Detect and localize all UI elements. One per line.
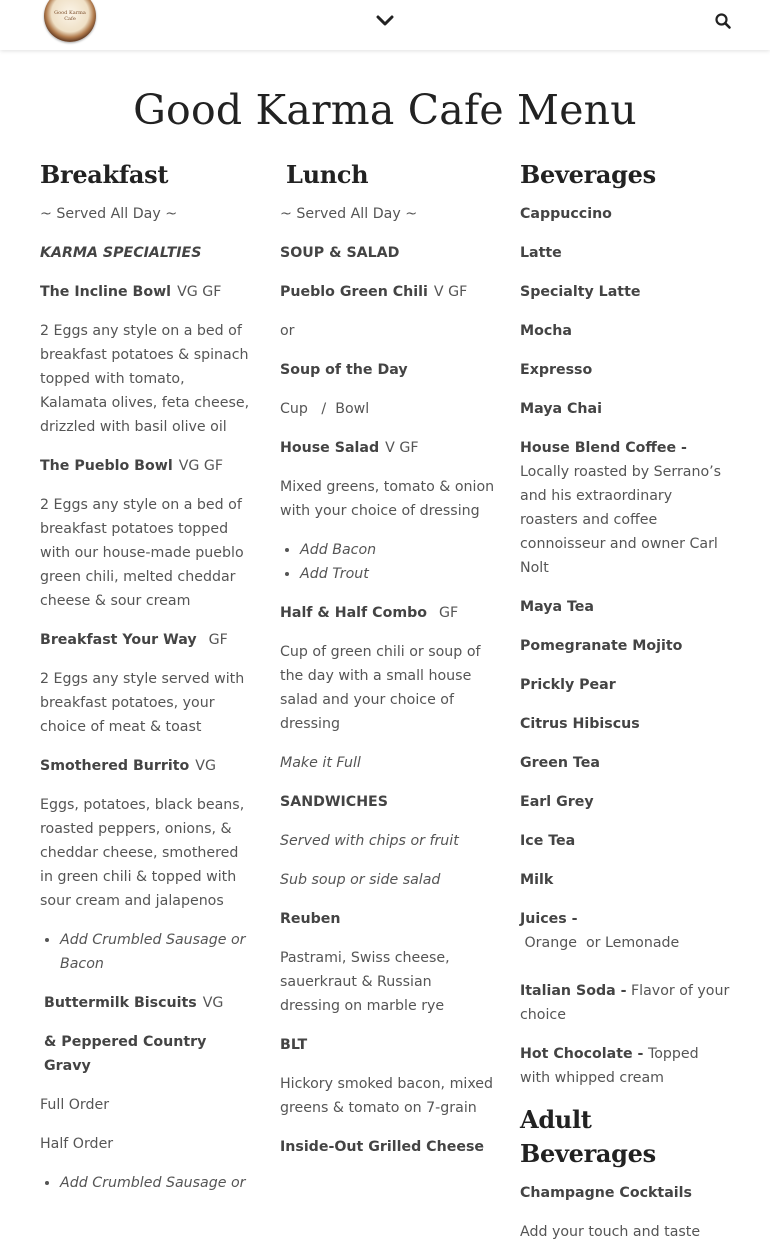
- biscuits-tags: VG: [202, 995, 224, 1011]
- list-item: • Add Crumbled Sausage or: [60, 1171, 255, 1195]
- cup-bowl: Cup / Bowl: [280, 401, 370, 417]
- house-blend-item: House Blend Coffee - Locally roasted by Serrano’s and his extraordinary roasters and coffee connoisseur and owner Carl Nolt: [520, 440, 722, 576]
- half-order: Half Order: [40, 1136, 114, 1152]
- breakfast-served: ~ Served All Day ~: [40, 206, 178, 222]
- buttermilk-biscuits-item: Buttermilk Biscuits VG: [44, 995, 224, 1011]
- smothered-burrito-item: Smothered Burrito VG: [40, 758, 216, 774]
- chevron-down-icon[interactable]: [376, 12, 394, 30]
- pueblo-bowl-item: The Pueblo Bowl VG GF: [40, 458, 224, 474]
- biscuits-addons: [40, 1171, 255, 1195]
- karma-specialties: KARMA SPECIALTIES: [40, 245, 202, 261]
- italian-soda-description: Flavor of your choice: [520, 983, 730, 1023]
- peppered-gravy-item: & Peppered Country Gravy: [44, 1034, 207, 1074]
- blt-description: Hickory smoked bacon, mixed greens & tomato on 7-grain: [280, 1076, 494, 1116]
- maya-chai-item: Maya Chai: [520, 401, 602, 417]
- make-it-full: Make it Full: [280, 755, 361, 771]
- lunch-column: [280, 158, 495, 1174]
- blt-item: BLT: [280, 1037, 308, 1053]
- green-tea-item: Green Tea: [520, 755, 600, 771]
- breakfast-heading: Breakfast: [40, 160, 169, 189]
- chili-tags: V GF: [433, 284, 468, 300]
- list-item: • Add Trout: [300, 562, 495, 586]
- reuben-item: Reuben: [280, 911, 341, 927]
- beverages-column: [520, 158, 732, 1259]
- served-with-chips: Served with chips or fruit: [280, 833, 459, 849]
- house-salad-item: House Salad V GF: [280, 440, 419, 456]
- juices-description: Orange or Lemonade: [520, 935, 680, 951]
- sub-soup-salad: Sub soup or side salad: [280, 872, 441, 888]
- half-tags: GF: [439, 605, 459, 621]
- full-order: Full Order: [40, 1097, 110, 1113]
- champagne-cocktails-item: Champagne Cocktails: [520, 1185, 692, 1201]
- citrus-hibiscus-item: Citrus Hibiscus: [520, 716, 640, 732]
- specialty-latte-item: Specialty Latte: [520, 284, 641, 300]
- champagne-description: Add your touch and taste: [520, 1224, 701, 1240]
- soup-of-day-item: Soup of the Day: [280, 362, 408, 378]
- incline-bowl-item: The Incline Bowl VG GF: [40, 284, 222, 300]
- or-text: or: [280, 323, 295, 339]
- ice-tea-item: Ice Tea: [520, 833, 576, 849]
- sandwiches-section: SANDWICHES: [280, 794, 388, 810]
- prickly-pear-item: Prickly Pear: [520, 677, 616, 693]
- list-item: • Add Bacon: [300, 538, 495, 562]
- pueblo-bowl-description: 2 Eggs any style on a bed of breakfast potatoes topped with our house-made pueblo green chili, melted cheddar cheese & sour cream: [40, 497, 244, 609]
- mocha-item: Mocha: [520, 323, 572, 339]
- cappuccino-item: Cappuccino: [520, 206, 612, 222]
- juices-item: Juices - Orange or Lemonade: [520, 911, 680, 951]
- green-chili-item: Pueblo Green Chili V GF: [280, 284, 468, 300]
- half-half-combo-item: Half & Half Combo GF: [280, 605, 459, 621]
- pueblo-tags: VG GF: [178, 458, 224, 474]
- hot-chocolate-item: Hot Chocolate - Topped with whipped cream: [520, 1046, 699, 1086]
- latte-item: Latte: [520, 245, 562, 261]
- incline-tags: VG GF: [177, 284, 222, 300]
- breakfast-your-way-description: 2 Eggs any style served with breakfast potatoes, your choice of meat & toast: [40, 671, 245, 735]
- salad-addons: [280, 538, 495, 586]
- search-icon[interactable]: [714, 12, 732, 30]
- expresso-item: Expresso: [520, 362, 593, 378]
- top-navigation-bar: [0, 0, 770, 50]
- soup-salad-section: SOUP & SALAD: [280, 245, 400, 261]
- italian-soda-item: Italian Soda - Flavor of your choice: [520, 983, 730, 1023]
- breakfast-column: [40, 158, 255, 1210]
- burrito-tags: VG: [195, 758, 216, 774]
- page-title: Good Karma Cafe Menu: [133, 86, 637, 134]
- milk-item: Milk: [520, 872, 554, 888]
- half-half-description: Cup of green chili or soup of the day with a small house salad and your choice of dressing: [280, 644, 481, 732]
- beverages-heading: Beverages: [520, 160, 656, 189]
- salad-tags: V GF: [385, 440, 419, 456]
- smothered-burrito-description: Eggs, potatoes, black beans, roasted peppers, onions, & cheddar cheese, smothered in green chili & topped with sour cream and jalapenos: [40, 797, 245, 909]
- reuben-description: Pastrami, Swiss cheese, sauerkraut & Russian dressing on marble rye: [280, 950, 450, 1014]
- earl-grey-item: Earl Grey: [520, 794, 594, 810]
- maya-tea-item: Maya Tea: [520, 599, 595, 615]
- grilled-cheese-item: Inside-Out Grilled Cheese: [280, 1139, 485, 1155]
- hot-chocolate-description: Topped with whipped cream: [520, 1046, 699, 1086]
- adult-beverages-heading: Adult Beverages: [520, 1105, 656, 1168]
- cafe-logo[interactable]: [44, 0, 96, 42]
- incline-bowl-description: 2 Eggs any style on a bed of breakfast potatoes & spinach topped with tomato, Kalamata olives, feta cheese, drizzled with basil olive oil: [40, 323, 250, 435]
- house-salad-description: Mixed greens, tomato & onion with your choice of dressing: [280, 479, 495, 519]
- lunch-served: ~ Served All Day ~: [280, 206, 418, 222]
- list-item: • Add Crumbled Sausage or Bacon: [60, 928, 255, 976]
- lunch-heading: Lunch: [286, 160, 369, 189]
- house-blend-description: Locally roasted by Serrano’s and his extraordinary roasters and coffee connoisseur and owner Carl Nolt: [520, 464, 722, 576]
- burrito-addons: [40, 928, 255, 976]
- logo-text: Good Karma Cafe: [54, 10, 86, 22]
- yourway-tags: GF: [208, 632, 228, 648]
- breakfast-your-way-item: Breakfast Your Way GF: [40, 632, 228, 648]
- pomegranate-mojito-item: Pomegranate Mojito: [520, 638, 683, 654]
